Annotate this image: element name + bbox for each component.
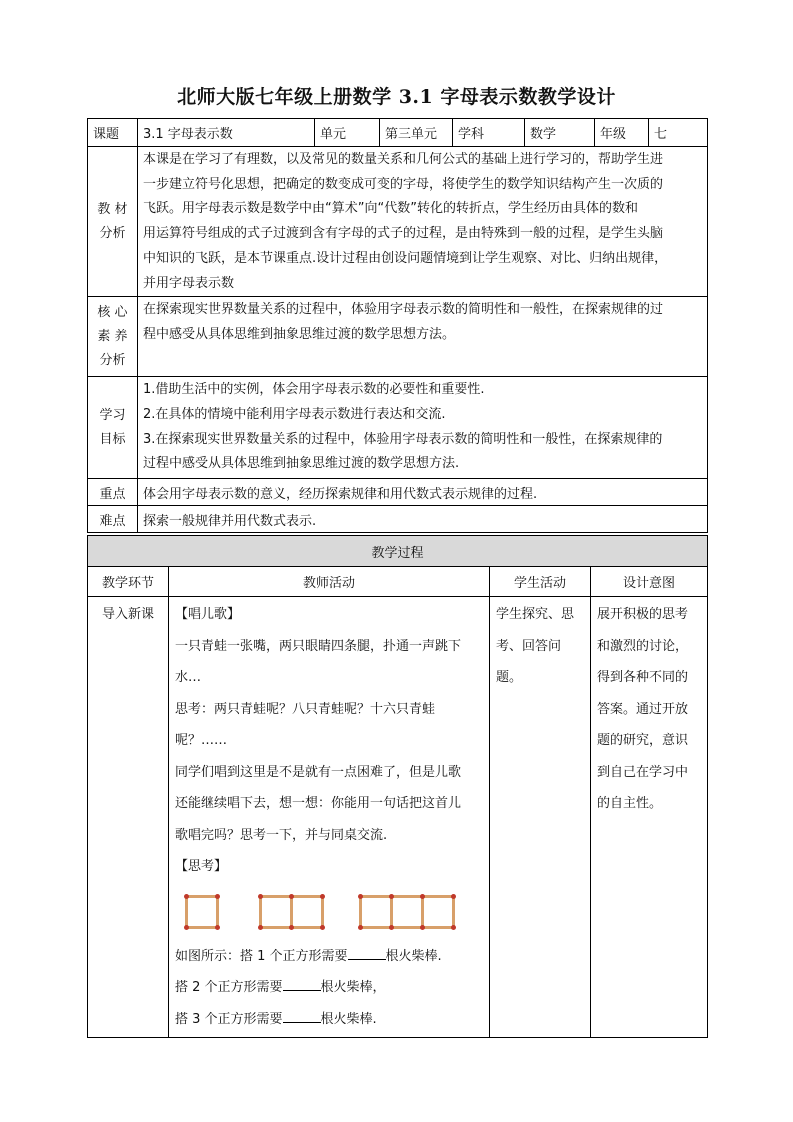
- core-literacy-text: [138, 297, 708, 377]
- text-line: 学生探究、思: [496, 607, 575, 622]
- subject-label: 学科: [453, 119, 525, 147]
- header-row: [88, 119, 708, 147]
- step-cell: [88, 597, 169, 1038]
- matchstick: [359, 895, 452, 898]
- core-literacy-label: [88, 297, 138, 377]
- col-header-step: 教学环节: [88, 567, 169, 597]
- matchstick-head: [389, 925, 394, 930]
- question-line: [175, 941, 483, 973]
- text-line: 一步建立符号化思想，把确定的数变成可变的字母，将使学生的数学知识结构产生一次质的: [143, 176, 664, 192]
- question-line: [175, 1004, 483, 1036]
- text-line: 中知识的飞跃，是本节课重点.设计过程由创设问题情境到让学生观察、对比、归纳出规律，: [143, 250, 668, 266]
- answer-blank[interactable]: [283, 1009, 321, 1023]
- matchstick: [216, 895, 219, 929]
- matchstick: [185, 895, 188, 929]
- matchstick-head: [258, 894, 263, 899]
- text-line: 到自己在学习中: [597, 764, 689, 780]
- matchstick-head: [184, 894, 189, 899]
- question-text: 根火柴棒，: [320, 980, 386, 995]
- text-line: 程中感受从具体思维到抽象思维过渡的数学思想方法。: [143, 326, 456, 342]
- process-heading-row: [88, 536, 708, 567]
- matchstick-head: [420, 894, 425, 899]
- col-header-intent: 设计意图: [591, 567, 708, 597]
- topic-label: 课题: [88, 119, 138, 147]
- learning-goals-text: [138, 377, 708, 479]
- process-column-headers: [88, 567, 708, 597]
- core-literacy-label-line: 分析: [99, 352, 126, 368]
- text-line: 并用字母表示数: [143, 275, 235, 291]
- question-text: 根火柴棒.: [385, 948, 442, 964]
- learning-goals-label: [88, 377, 138, 479]
- matchstick-head: [215, 925, 220, 930]
- matchstick: [259, 895, 262, 929]
- text-line: 一只青蛙一张嘴，两只眼睛四条腿，扑通一声跳下: [175, 638, 462, 654]
- matchstick-head: [258, 925, 263, 930]
- unit-label: 单元: [315, 119, 380, 147]
- text-line: 2.在具体的情境中能利用字母表示数进行表达和交流.: [143, 406, 446, 422]
- text-line: 1.借助生活中的实例，体会用字母表示数的必要性和重要性.: [143, 382, 485, 398]
- col-header-student: 学生活动: [490, 567, 591, 597]
- matchstick-head: [184, 925, 189, 930]
- learning-goals-label-line: 学习: [99, 407, 126, 423]
- core-literacy-row: [88, 297, 708, 377]
- difficulty-value: 探索一般规律并用代数式表示.: [138, 506, 708, 533]
- key-point-label: 重点: [88, 479, 138, 506]
- text-line: 考、回答问题。: [496, 638, 562, 685]
- material-analysis-label: [88, 147, 138, 297]
- matchstick: [359, 895, 362, 929]
- material-analysis-label-line: 教 材: [97, 201, 128, 217]
- text-line: 水…: [175, 670, 202, 685]
- matchstick-head: [215, 894, 220, 899]
- learning-goals-label-line: 目标: [99, 431, 126, 447]
- student-activity-cell: [490, 597, 591, 1038]
- matchstick-head: [320, 925, 325, 930]
- material-analysis-row: [88, 147, 708, 297]
- text-line: 和激烈的讨论，: [597, 638, 689, 654]
- subject-value: 数学: [525, 119, 595, 147]
- matchstick: [421, 895, 424, 929]
- matchstick-head: [451, 925, 456, 930]
- text-line: 思考：两只青蛙呢？八只青蛙呢？十六只青蛙: [175, 701, 436, 717]
- text-line: 3.在探索现实世界数量关系的过程中，体验用字母表示数的简明性和一般性，在探索规律的: [143, 431, 663, 447]
- text-line: 在探索现实世界数量关系的过程中，体验用字母表示数的简明性和一般性，在探索规律的过: [143, 302, 664, 318]
- key-point-row: [88, 479, 708, 506]
- answer-blank[interactable]: [283, 977, 321, 991]
- matchstick-head: [289, 894, 294, 899]
- matchstick-head: [320, 894, 325, 899]
- lesson-info-table: [87, 118, 708, 533]
- text-line: 过程中感受从具体思维到抽象思维过渡的数学思想方法.: [143, 456, 460, 472]
- text-line: 还能继续唱下去，想一想：你能用一句话把这首儿: [175, 796, 462, 811]
- difficulty-row: [88, 506, 708, 533]
- text-line: 得到各种不同的: [597, 670, 689, 685]
- design-intent-cell: [591, 597, 708, 1038]
- matchstick-head: [358, 925, 363, 930]
- matchstick: [185, 926, 216, 929]
- grade-label: 年级: [595, 119, 649, 147]
- song-heading: 【唱儿歌】: [175, 607, 241, 622]
- question-line: [175, 972, 483, 1004]
- question-text: 搭 3 个正方形需要: [175, 1011, 283, 1027]
- text-line: 题的研究，意识: [597, 733, 689, 748]
- question-text: 如图所示：搭 1 个正方形需要: [175, 948, 348, 964]
- text-line: 飞跃。用字母表示数是数学中由“算术”向“代数”转化的转折点，学生经历由具体的数和: [143, 201, 638, 217]
- text-line: 呢？……: [175, 733, 228, 748]
- text-line: 本课是在学习了有理数，以及常见的数量关系和几何公式的基础上进行学习的，帮助学生进: [143, 152, 664, 167]
- teacher-activity-cell: [169, 597, 490, 1038]
- text-line: 的自主性。: [597, 796, 663, 811]
- matchstick: [185, 895, 216, 898]
- learning-goals-row: [88, 377, 708, 479]
- question-text: 搭 2 个正方形需要: [175, 980, 283, 995]
- teaching-process-table: [87, 535, 708, 1038]
- document-title: 北师大版七年级上册数学 3.1 字母表示数教学设计: [177, 86, 616, 108]
- answer-blank[interactable]: [348, 946, 386, 960]
- matchstick: [290, 895, 293, 929]
- matchstick: [359, 926, 452, 929]
- unit-value: 第三单元: [380, 119, 453, 147]
- text-line: 答案。通过开放: [597, 701, 689, 717]
- difficulty-label: 难点: [88, 506, 138, 533]
- process-heading: 教学过程: [88, 536, 708, 567]
- intro-row: [88, 597, 708, 1038]
- grade-value: 七: [649, 119, 708, 147]
- matchstick: [452, 895, 455, 929]
- topic-value: 3.1 字母表示数: [138, 119, 315, 147]
- text-line: 用运算符号组成的式子过渡到含有字母的式子的过程，是由特殊到一般的过程，是学生头脑: [143, 226, 664, 242]
- core-literacy-label-line: 素 养: [97, 328, 128, 344]
- matchstick: [321, 895, 324, 929]
- step-name: 导入新课: [101, 607, 154, 622]
- think-heading: 【思考】: [175, 859, 228, 874]
- material-analysis-label-line: 分析: [99, 225, 126, 241]
- matchstick-head: [289, 925, 294, 930]
- material-analysis-text: [138, 147, 708, 297]
- matchstick-head: [358, 894, 363, 899]
- text-line: 同学们唱到这里是不是就有一点困难了，但是儿歌: [175, 764, 462, 780]
- key-point-value: 体会用字母表示数的意义，经历探索规律和用代数式表示规律的过程.: [138, 479, 708, 506]
- matchstick: [390, 895, 393, 929]
- matchstick-head: [389, 894, 394, 899]
- col-header-teacher: 教师活动: [169, 567, 490, 597]
- question-text: 根火柴棒.: [320, 1011, 377, 1027]
- matchstick-squares-figure: [175, 883, 483, 941]
- matchstick-head: [451, 894, 456, 899]
- matchstick-head: [420, 925, 425, 930]
- core-literacy-label-line: 核 心: [97, 304, 128, 320]
- text-line: 歌唱完吗？思考一下，并与同桌交流.: [175, 827, 388, 843]
- text-line: 展开积极的思考: [597, 607, 689, 622]
